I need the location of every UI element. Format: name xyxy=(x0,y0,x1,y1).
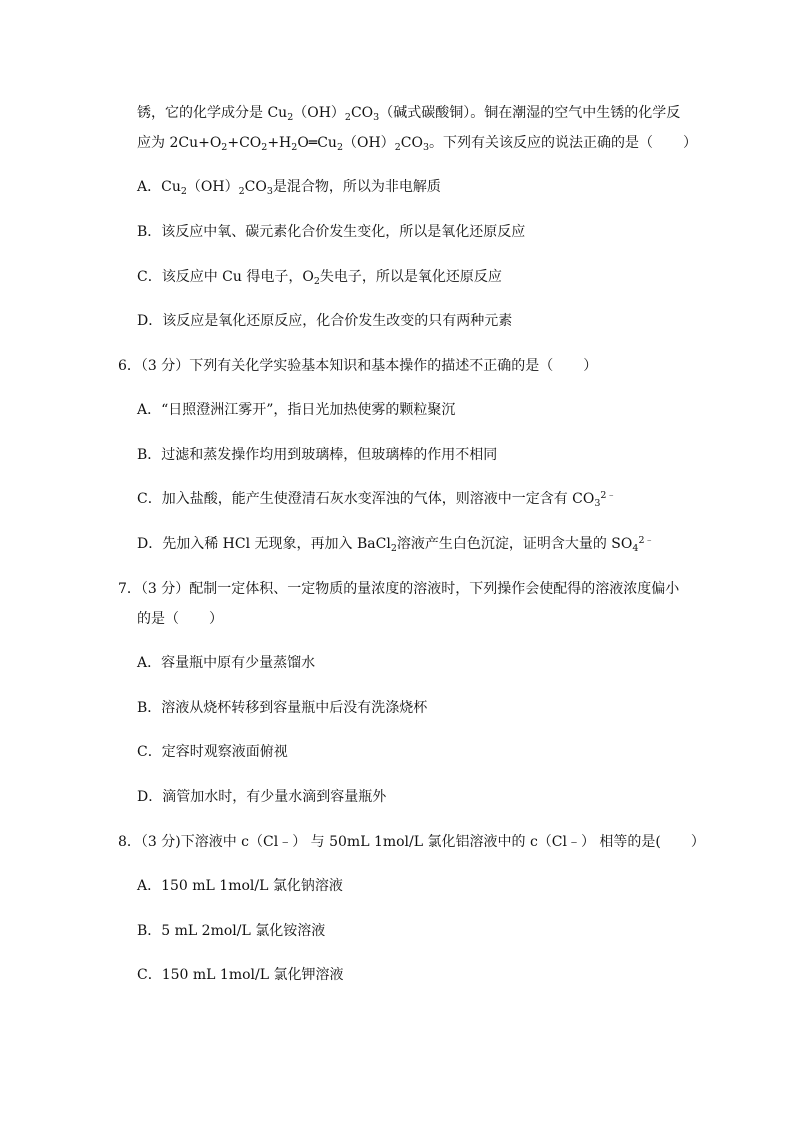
q7-option-b: B．溶液从烧杯转移到容量瓶中后没有洗涤烧杯 xyxy=(137,700,428,716)
q8-option-a: A．150 mL 1mol/L 氯化钠溶液 xyxy=(137,878,343,894)
q5-option-c: C．该反应中 Cu 得电子，$O_2$失电子，所以是氧化还原反应 xyxy=(137,269,502,287)
q5-option-d: D．该反应是氧化还原反应，化合价发生改变的只有两种元素 xyxy=(137,313,513,329)
q6-stem: 6．（3 分）下列有关化学实验基本知识和基本操作的描述不正确的是（ ） xyxy=(118,358,598,374)
q7-stem-line-1: 7．（3 分）配制一定体积、一定物质的量浓度的溶液时，下列操作会使配得的溶液浓度偏小 xyxy=(118,581,680,597)
q8-option-c: C．150 mL 1mol/L 氯化钾溶液 xyxy=(137,967,344,983)
q8-stem: 8．（3 分)下溶液中 c（Cl﹣） 与 50mL 1mol/L 氯化铝溶液中的 c（Cl﹣） 相等的是( ） xyxy=(118,834,705,850)
q5-stem-line-1: 锈，它的化学成分是 $Cu_2(OH)_2CO_3$（碱式碳酸铜）。铜在潮湿的空气中生锈的化学反 xyxy=(137,105,681,123)
q7-option-a: A．容量瓶中原有少量蒸馏水 xyxy=(137,655,316,671)
q5-option-b: B．该反应中氧、碳元素化合价发生变化，所以是氧化还原反应 xyxy=(137,224,526,240)
q6-option-d: D．先加入稀 HCl 无现象，再加入 BaCl$_2$溶液产生白色沉淀，证明含大量的 $SO_4^{2﹣}$ xyxy=(137,535,654,554)
q6-option-a: A．“日照澄洲江雾开”，指日光加热使雾的颗粒聚沉 xyxy=(137,402,456,418)
q7-stem-line-2: 的是（ ） xyxy=(137,611,223,627)
q8-option-b: B．5 mL 2mol/L 氯化铵溶液 xyxy=(137,923,326,939)
q6-option-c: C．加入盐酸，能产生使澄清石灰水变浑浊的气体，则溶液中一定含有 $CO_3^{2﹣}$ xyxy=(137,490,616,509)
q6-option-b: B．过滤和蒸发操作均用到玻璃棒，但玻璃棒的作用不相同 xyxy=(137,447,498,463)
q5-stem-line-2: 应为 $2Cu+O_2+CO_2+H_2O═Cu_2(OH)_2CO_3$。下列有关该反应的说法正确的是（ ） xyxy=(137,135,697,153)
q7-option-c: C．定容时观察液面俯视 xyxy=(137,744,288,760)
q7-option-d: D．滴管加水时，有少量水滴到容量瓶外 xyxy=(137,789,387,805)
q5-option-a: A．$Cu_2(OH)_2CO_3$是混合物，所以为非电解质 xyxy=(137,179,441,197)
